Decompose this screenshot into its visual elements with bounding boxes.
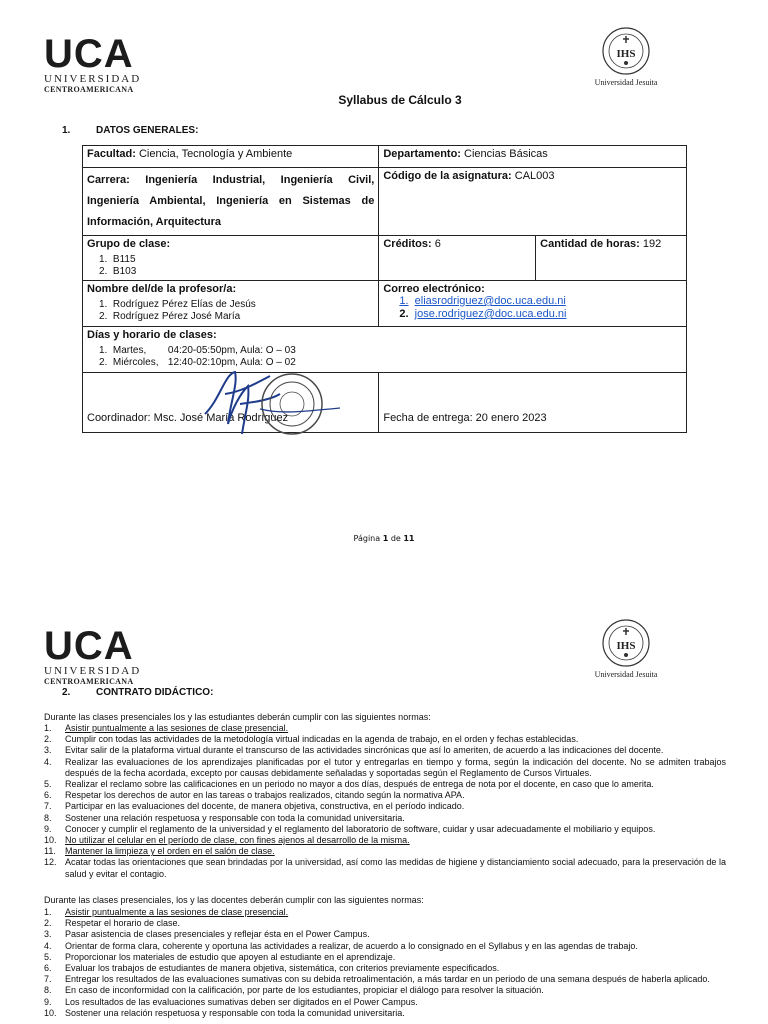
students-rules-list xyxy=(44,723,726,880)
rule-text: Asistir puntualmente a las sesiones de clase presencial. xyxy=(65,907,289,917)
fecha-cell xyxy=(379,373,687,433)
seal-caption: Universidad Jesuita xyxy=(594,78,658,87)
creditos-value: 6 xyxy=(434,238,441,250)
rule-text: Realizar las evaluaciones de los aprendizajes planificadas por el tutor y entregarlas en tiempo y forma, según la indicación del docente. No se admiten trabajos después de la fecha acordada, excepto por causas debidamente señaladas y soportadas según el Reglamento de Cursos Virtuales. xyxy=(65,756,726,778)
departamento-label: Departamento: xyxy=(383,148,461,160)
list-item: 1. Rodríguez Pérez Elías de Jesús xyxy=(99,299,256,310)
rule-text: Proporcionar los materiales de estudio que apoyen al estudiante en el aprendizaje. xyxy=(65,951,396,962)
list-item xyxy=(44,824,726,835)
document-title: Syllabus de Cálculo 3 xyxy=(338,93,462,107)
section-1-label: DATOS GENERALES: xyxy=(96,125,199,136)
section-1-heading xyxy=(62,125,198,136)
codigo-cell xyxy=(379,168,687,236)
rule-text: Realizar el reclamo sobre las calificaciones en un periodo no mayor a dos días, después de entrega de nota por el docente, en caso que lo amerita. xyxy=(65,779,654,790)
jesuit-seal-icon xyxy=(601,26,651,76)
section-1-number: 1. xyxy=(62,125,71,136)
carrera-label: Carrera: xyxy=(87,174,130,186)
codigo-value: CAL003 xyxy=(514,170,555,182)
profesor-label: Nombre del/de la profesor/a: xyxy=(87,283,237,295)
fecha-entrega-text: Fecha de entrega: 20 enero 2023 xyxy=(383,412,547,424)
rule-text: Sostener una relación respetuosa y responsable con toda la comunidad universitaria. xyxy=(65,1007,405,1018)
horario-cell xyxy=(83,327,687,373)
carrera-cell xyxy=(83,168,379,236)
teachers-rules-list xyxy=(44,907,726,1019)
uca-logo xyxy=(44,32,144,95)
list-item xyxy=(44,813,726,824)
horas-label: Cantidad de horas: xyxy=(540,238,640,250)
list-item xyxy=(44,907,726,918)
rule-text: Los resultados de las evaluaciones sumativas deben ser digitados en el Power Campus. xyxy=(65,996,418,1007)
section-2-label: CONTRATO DIDÁCTICO: xyxy=(96,687,214,698)
rule-number: 9. xyxy=(44,823,52,834)
rule-text: Sostener una relación respetuosa y responsable con toda la comunidad universitaria. xyxy=(65,812,405,823)
rule-text: Cumplir con todas las actividades de la metodología virtual indicadas en la agenda de trabajo, en el orden y fechas establecidas. xyxy=(65,734,579,745)
seal-caption: Universidad Jesuita xyxy=(594,670,658,679)
rule-number: 11. xyxy=(44,846,56,857)
list-item xyxy=(44,929,726,940)
list-item xyxy=(44,985,726,996)
rule-number: 1. xyxy=(44,907,52,917)
list-item: 1. eliasrodriguez@doc.uca.edu.ni xyxy=(399,295,566,307)
rule-number: 7. xyxy=(44,974,52,985)
list-item xyxy=(44,757,726,779)
carrera-value: Ingeniería Industrial, Ingeniería Civil, Ingeniería Ambiental, Ingeniería en Sistemas de Información, Arquitectura xyxy=(87,174,375,228)
grupo-list xyxy=(87,254,374,278)
correo-cell xyxy=(379,281,687,327)
creditos-cell xyxy=(379,236,536,281)
rule-text: Acatar todas las orientaciones que sean brindadas por la universidad, así como las medidas de higiene y distanciamiento social adecuado, para la preservación de la salud y evitar el contagio. xyxy=(65,857,726,879)
rule-number: 10. xyxy=(44,835,57,846)
rule-number: 3. xyxy=(44,929,52,940)
list-item xyxy=(44,963,726,974)
section-2-number: 2. xyxy=(62,687,71,698)
facultad-label: Facultad: xyxy=(87,148,136,160)
rule-number: 7. xyxy=(44,801,52,812)
rule-number: 8. xyxy=(44,985,52,996)
codigo-label: Código de la asignatura: xyxy=(383,170,512,182)
rule-text: Orientar de forma clara, coherente y oportuna las actividades a realizar, de acuerdo a lo consignado en el Syllabus y en las agendas de trabajo. xyxy=(65,940,638,951)
horas-value: 192 xyxy=(642,238,662,250)
list-item xyxy=(44,745,726,756)
list-item xyxy=(44,801,726,812)
list-item xyxy=(44,734,726,745)
profesor-list xyxy=(87,299,374,323)
students-intro: Durante las clases presenciales los y las estudiantes deberán cumplir con las siguientes normas: xyxy=(44,712,431,722)
logo-uca-text: UCA xyxy=(44,32,134,76)
facultad-cell xyxy=(83,146,379,168)
rule-number: 12. xyxy=(44,857,57,868)
list-item: 2. Rodríguez Pérez José María xyxy=(99,311,241,322)
jesuit-seal xyxy=(591,26,661,87)
rule-text: Respetar el horario de clase. xyxy=(65,918,181,929)
rule-number: 2. xyxy=(44,918,52,929)
rule-number: 6. xyxy=(44,963,52,974)
list-item xyxy=(44,997,726,1008)
list-item xyxy=(44,952,726,963)
rule-text: Asistir puntualmente a las sesiones de clase presencial. xyxy=(65,723,289,733)
grupo-label: Grupo de clase: xyxy=(87,238,171,250)
horas-cell xyxy=(536,236,687,281)
list-item: 2. Miércoles, 12:40-02:10pm, Aula: O – 02 xyxy=(99,357,296,368)
list-item xyxy=(44,1008,726,1019)
rule-text: En caso de inconformidad con la calificación, por parte de los estudiantes, propiciar el diálogo para resolver la situación. xyxy=(65,985,544,996)
logo-uca-text: UCA xyxy=(44,624,134,668)
list-item xyxy=(44,723,726,734)
logo-centroamericana-text: CENTROAMERICANA xyxy=(44,85,134,94)
rule-text: Pasar asistencia de clases presenciales y reflejar ésta en el Power Campus. xyxy=(65,929,370,940)
rule-text: Respetar los derechos de autor en las tareas o trabajos realizados, citando según la normativa APA. xyxy=(65,790,465,801)
rule-number: 1. xyxy=(44,723,52,733)
jesuit-seal-page2 xyxy=(591,618,661,679)
horario-label: Días y horario de clases: xyxy=(87,329,217,341)
correo-label: Correo electrónico: xyxy=(383,283,485,295)
signature-and-stamp xyxy=(200,364,340,439)
rule-text: Evitar salir de la plataforma virtual durante el transcurso de las actividades sincrónicas que así lo ameriten, de acuerdo a las indicaciones del docente. xyxy=(65,745,664,756)
horario-list xyxy=(87,345,682,369)
departamento-value: Ciencias Básicas xyxy=(464,148,548,160)
rule-number: 5. xyxy=(44,951,52,962)
logo-centroamericana-text: CENTROAMERICANA xyxy=(44,677,134,686)
facultad-value: Ciencia, Tecnología y Ambiente xyxy=(138,148,293,160)
seal-monogram: IHS xyxy=(616,48,636,60)
jesuit-seal-icon xyxy=(601,618,651,668)
rule-number: 4. xyxy=(44,940,52,951)
section-2-heading xyxy=(62,687,213,698)
rule-number: 6. xyxy=(44,790,52,801)
list-item: 2. jose.rodriguez@doc.uca.edu.ni xyxy=(399,308,567,320)
rule-text: Participar en las evaluaciones del docente, de manera objetiva, constructiva, en el período indicado. xyxy=(65,801,465,812)
correo-list xyxy=(383,295,682,321)
list-item xyxy=(44,779,726,790)
list-item xyxy=(44,974,726,985)
rule-number: 10. xyxy=(44,1007,57,1018)
creditos-label: Créditos: xyxy=(383,238,432,250)
coordinador-text: Coordinador: Msc. José María Rodríguez xyxy=(87,412,289,424)
rule-text: Evaluar los trabajos de estudiantes de manera objetiva, sistemática, con criterios previamente especificados. xyxy=(65,963,500,974)
list-item xyxy=(44,846,726,857)
page-number-footer: Página 1 de 11 xyxy=(353,534,415,543)
email-link-2[interactable]: jose.rodriguez@doc.uca.edu.ni xyxy=(414,308,567,320)
list-item xyxy=(44,941,726,952)
list-item xyxy=(44,918,726,929)
rule-number: 8. xyxy=(44,812,52,823)
rule-number: 3. xyxy=(44,745,52,756)
email-link-1[interactable]: eliasrodriguez@doc.uca.edu.ni xyxy=(414,295,566,307)
rule-number: 2. xyxy=(44,734,52,745)
rule-number: 5. xyxy=(44,779,52,790)
profesor-cell xyxy=(83,281,379,327)
rule-text: Entregar los resultados de las evaluaciones sumativas con su debida retroalimentación, a más tardar en un periodo de una semana después de haberla aplicado. xyxy=(65,974,710,985)
rule-text: Mantener la limpieza y el orden en el salón de clase. xyxy=(65,846,275,857)
logo-universidad-text: UNIVERSIDAD xyxy=(44,73,142,85)
uca-logo-page2 xyxy=(44,624,144,687)
rule-number: 4. xyxy=(44,756,52,767)
list-item: 2. B103 xyxy=(99,266,137,277)
list-item xyxy=(44,857,726,879)
rule-text: No utilizar el celular en el período de clase, con fines ajenos al desarrollo de la misma. xyxy=(65,835,410,846)
list-item: 1. Martes, 04:20-05:50pm, Aula: O – 03 xyxy=(99,345,296,356)
general-data-table xyxy=(82,145,687,433)
rule-number: 9. xyxy=(44,996,52,1007)
list-item xyxy=(44,835,726,846)
departamento-cell xyxy=(379,146,687,168)
grupo-cell xyxy=(83,236,379,281)
svg-text:IHS: IHS xyxy=(616,640,636,652)
rule-text: Conocer y cumplir el reglamento de la universidad y el reglamento del laboratorio de software, cuidar y usar adecuadamente el mobiliario y equipos. xyxy=(65,823,656,834)
teachers-intro: Durante las clases presenciales, los y las docentes deberán cumplir con las siguientes normas: xyxy=(44,895,424,905)
list-item: 1. B115 xyxy=(99,254,136,265)
list-item xyxy=(44,790,726,801)
logo-universidad-text: UNIVERSIDAD xyxy=(44,665,142,677)
